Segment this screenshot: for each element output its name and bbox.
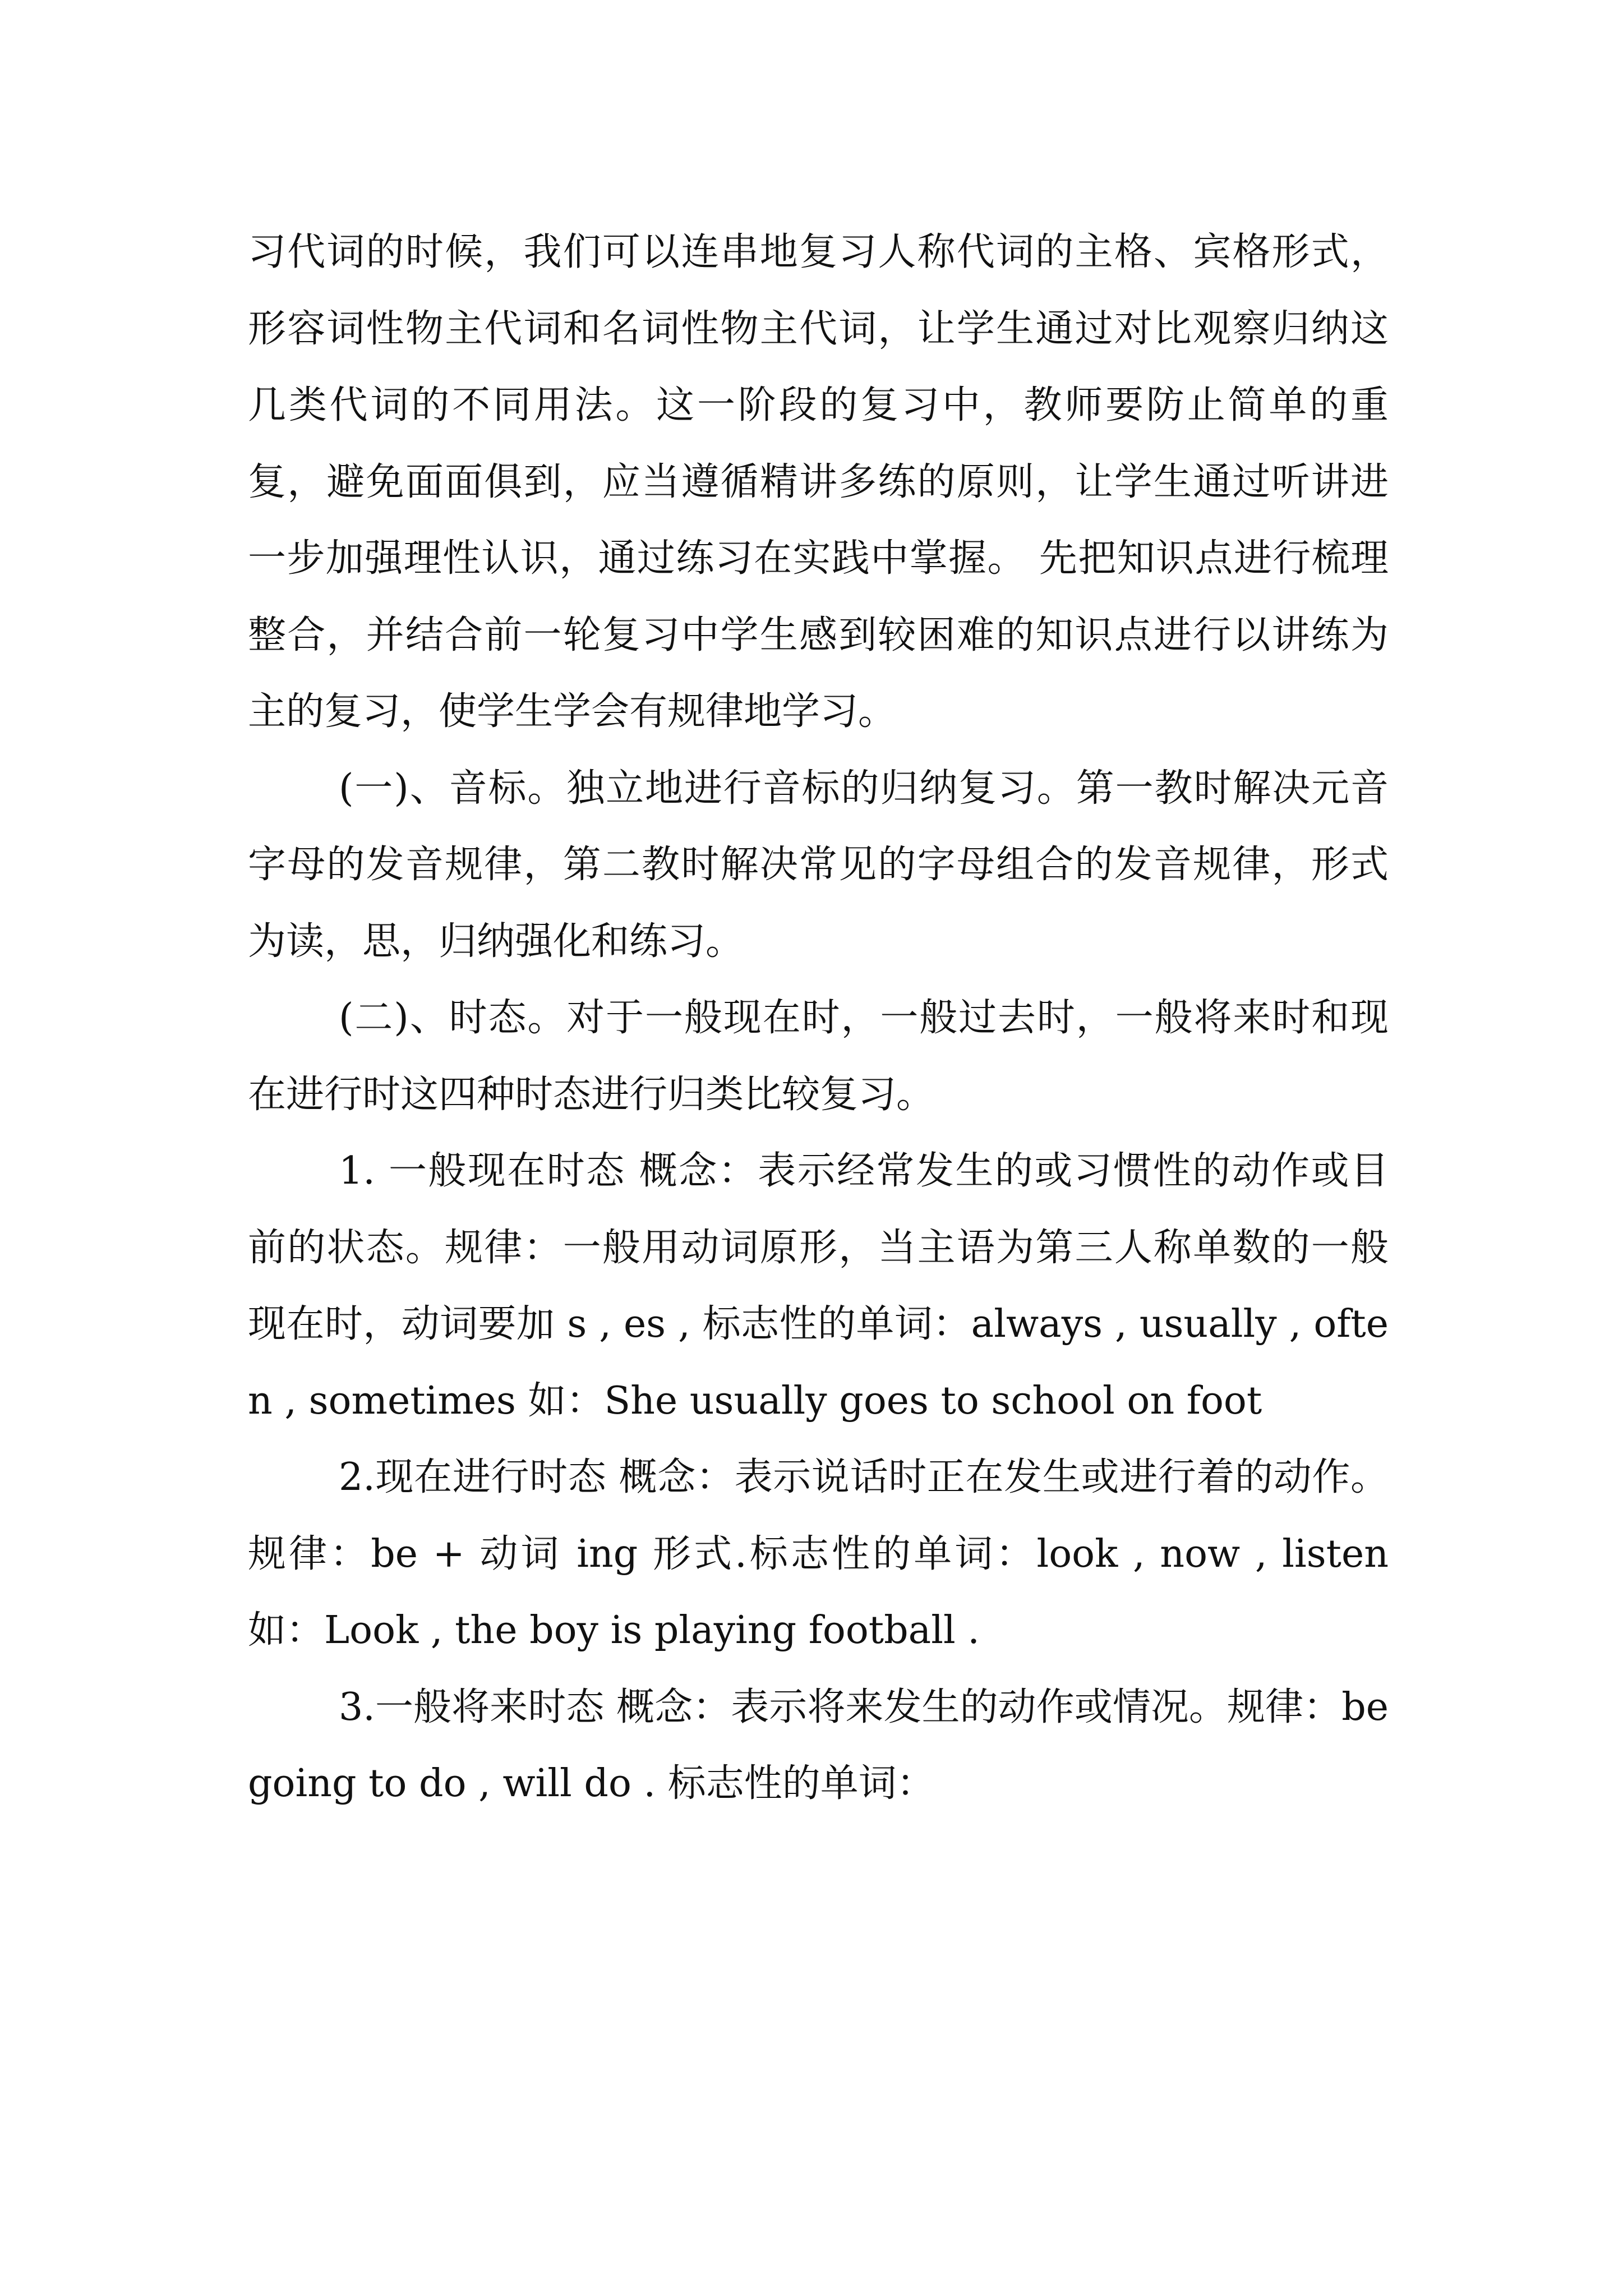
paragraph-review-method: 习代词的时候，我们可以连串地复习人称代词的主格、宾格形式，形容词性物主代词和名词性物主代词，让学生通过对比观察归纳这几类代词的不同用法。这一阶段的复习中，教师要防止简单的重复，避免面面俱到，应当遵循精讲多练的原则，让学生通过听讲进一步加强理性认识，通过练习在实践中掌握。 先把知识点进行梳理整合，并结合前一轮复习中学生感到较困难的知识点进行以讲练为主的复习，使学生学会有规律地学习。: [248, 230, 1389, 734]
paragraph-simple-future: 3.一般将来时态 概念：表示将来发生的动作或情况。规律：be going to do , will do . 标志性的单词：: [248, 1685, 1389, 1806]
document-body: [248, 214, 1389, 1823]
paragraph-simple-present: 1. 一般现在时态 概念：表示经常发生的或习惯性的动作或目前的状态。规律：一般用动词原形，当主语为第三人称单数的一般现在时，动词要加 s , es , 标志性的单词：always , usually , often , sometimes 如：She usually goes to school on foot: [248, 1149, 1389, 1423]
paragraph-present-continuous: 2.现在进行时态 概念：表示说话时正在发生或进行着的动作。 规律：be + 动词 ing 形式.标志性的单词：look , now , listen 如：Look , the boy is playing football .: [248, 1455, 1389, 1653]
paragraph-tenses: (二)、时态。对于一般现在时，一般过去时，一般将来时和现在进行时这四种时态进行归类比较复习。: [248, 996, 1389, 1117]
paragraph-phonetics: (一)、音标。独立地进行音标的归纳复习。第一教时解决元音字母的发音规律，第二教时解决常见的字母组合的发音规律，形式为读，思，归纳强化和练习。: [248, 766, 1389, 964]
